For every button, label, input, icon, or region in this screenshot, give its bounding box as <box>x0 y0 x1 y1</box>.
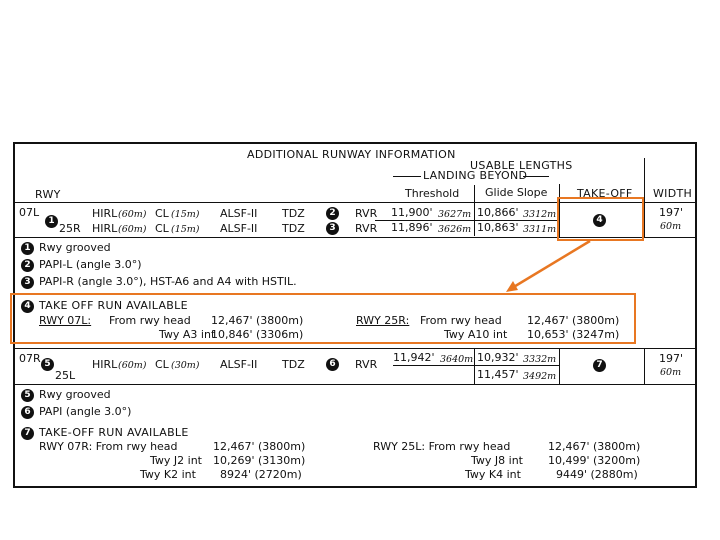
note-marker-5: 5 <box>41 358 54 371</box>
note-7-marker: 7 <box>21 427 34 440</box>
divider-width <box>644 158 645 238</box>
gs-m-25l: 3492m <box>523 371 557 382</box>
cl-07l: CL <box>155 207 169 220</box>
note-3-marker: 3 <box>21 276 34 289</box>
tora-j2-value: 10,269' (3130m) <box>213 454 306 467</box>
cl-width-07r: (30m) <box>171 360 200 371</box>
chart-title: ADDITIONAL RUNWAY INFORMATION <box>247 148 456 161</box>
usable-lengths-label: USABLE LENGTHS <box>470 159 573 172</box>
tora-twy-a3: Twy A3 int <box>159 328 216 341</box>
note-marker-1: 1 <box>45 215 58 228</box>
tora-rwy-07l: RWY 07L: <box>39 314 92 327</box>
divider-takeoff-2 <box>559 348 560 384</box>
hirl-07l: HIRL <box>92 207 118 220</box>
tora-25r-from-head: From rwy head <box>420 314 502 327</box>
cl-07r: CL <box>155 358 169 371</box>
tora-07l-head-value: 12,467' (3800m) <box>211 314 304 327</box>
tora-k2-value: 8924' (2720m) <box>220 468 302 481</box>
cl-width-25r: (15m) <box>171 224 200 235</box>
tora-rwy-07r: RWY 07R: From rwy head <box>39 440 178 453</box>
tora-1-title: TAKE OFF RUN AVAILABLE <box>39 299 188 312</box>
rvr-07r: RVR <box>355 358 378 371</box>
takeoff-column-header: TAKE-OFF <box>577 187 633 200</box>
tora-a3-value: 10,846' (3306m) <box>211 328 304 341</box>
glide-slope-column-header: Glide Slope <box>485 186 548 199</box>
threshold-m-07l: 3627m <box>438 209 472 220</box>
tdz-07l: TDZ <box>282 207 305 220</box>
tora-07l-from-head: From rwy head <box>109 314 191 327</box>
rwy-column-header: RWY <box>35 188 61 201</box>
tora-25l-head-value: 12,467' (3800m) <box>548 440 641 453</box>
note-6-text: PAPI (angle 3.0°) <box>39 405 132 418</box>
note-2-marker: 2 <box>21 259 34 272</box>
takeoff-highlight-box <box>557 197 644 241</box>
note-marker-4: 4 <box>593 214 606 227</box>
note-3-text: PAPI-R (angle 3.0°), HST-A6 and A4 with HSTIL. <box>39 275 297 288</box>
divider-gs <box>474 185 475 236</box>
tora-2-title: TAKE-OFF RUN AVAILABLE <box>39 426 189 439</box>
note-5-text: Rwy grooved <box>39 388 111 401</box>
alsf-07r: ALSF-II <box>220 358 258 371</box>
tora-j8-value: 10,499' (3200m) <box>548 454 641 467</box>
tora-twy-k2: Twy K2 int <box>140 468 196 481</box>
note-6-marker: 6 <box>21 406 34 419</box>
tora-a10-value: 10,653' (3247m) <box>527 328 620 341</box>
gs-m-25r: 3311m <box>523 224 557 235</box>
note-2-text: PAPI-L (angle 3.0°) <box>39 258 142 271</box>
width-ft-07l: 197' <box>659 206 684 219</box>
width-column-header: WIDTH <box>653 187 693 200</box>
tora-highlight-box <box>10 293 636 344</box>
divider-gs-2 <box>474 348 475 384</box>
rwy-25r: 25R <box>59 222 81 235</box>
landing-beyond-rule-right <box>523 176 549 177</box>
note-marker-2: 2 <box>326 207 339 220</box>
rvr-07l: RVR <box>355 207 378 220</box>
threshold-m-25r: 3626m <box>438 224 472 235</box>
tora-twy-j8: Twy J8 int <box>471 454 523 467</box>
width-m-07l: 60m <box>660 221 682 232</box>
rvr-25r: RVR <box>355 222 378 235</box>
alsf-25r: ALSF-II <box>220 222 258 235</box>
alsf-07l: ALSF-II <box>220 207 258 220</box>
note-1-text: Rwy grooved <box>39 241 111 254</box>
rwy-25l: 25L <box>55 369 76 382</box>
hirl-width-07r: (60m) <box>118 360 147 371</box>
threshold-ft-25r: 11,896' <box>391 221 433 234</box>
cl-width-07l: (15m) <box>171 209 200 220</box>
note-marker-3: 3 <box>326 222 339 235</box>
hirl-width-25r: (60m) <box>118 224 147 235</box>
tora-twy-j2: Twy J2 int <box>150 454 202 467</box>
tora-rwy-25l: RWY 25L: From rwy head <box>373 440 511 453</box>
divider-width-2 <box>644 348 645 384</box>
threshold-m-07r: 3640m <box>440 354 474 365</box>
rwy-07r: 07R <box>19 352 41 365</box>
note-1-marker: 1 <box>21 242 34 255</box>
threshold-ft-07r: 11,942' <box>393 351 435 364</box>
row-rule-07r <box>393 365 559 366</box>
landing-beyond-rule-left <box>393 176 421 177</box>
threshold-column-header: Threshold <box>405 187 460 200</box>
gs-ft-07r: 10,932' <box>477 351 519 364</box>
rwy-07l: 07L <box>19 206 40 219</box>
tora-25r-head-value: 12,467' (3800m) <box>527 314 620 327</box>
tora-twy-a10: Twy A10 int <box>444 328 508 341</box>
threshold-ft-07l: 11,900' <box>391 206 433 219</box>
tora-07r-head-value: 12,467' (3800m) <box>213 440 306 453</box>
tora-rwy-25r: RWY 25R: <box>356 314 410 327</box>
gs-m-07l: 3312m <box>523 209 557 220</box>
gs-ft-25l: 11,457' <box>477 368 519 381</box>
hirl-25r: HIRL <box>92 222 118 235</box>
hirl-width-07l: (60m) <box>118 209 147 220</box>
rows-rule-2 <box>15 348 697 349</box>
note-marker-6: 6 <box>326 358 339 371</box>
width-m-07r: 60m <box>660 367 682 378</box>
gs-m-07r: 3332m <box>523 354 557 365</box>
hirl-07r: HIRL <box>92 358 118 371</box>
note-4-marker: 4 <box>21 300 34 313</box>
gs-ft-07l: 10,866' <box>477 206 519 219</box>
cl-25r: CL <box>155 222 169 235</box>
tdz-25r: TDZ <box>282 222 305 235</box>
width-ft-07r: 197' <box>659 352 684 365</box>
gs-ft-25r: 10,863' <box>477 221 519 234</box>
tora-k4-value: 9449' (2880m) <box>556 468 638 481</box>
tdz-07r: TDZ <box>282 358 305 371</box>
note-marker-7: 7 <box>593 359 606 372</box>
rows-rule-3 <box>15 384 697 385</box>
tora-twy-k4: Twy K4 int <box>465 468 521 481</box>
note-5-marker: 5 <box>21 389 34 402</box>
landing-beyond-label: LANDING BEYOND <box>423 169 528 182</box>
